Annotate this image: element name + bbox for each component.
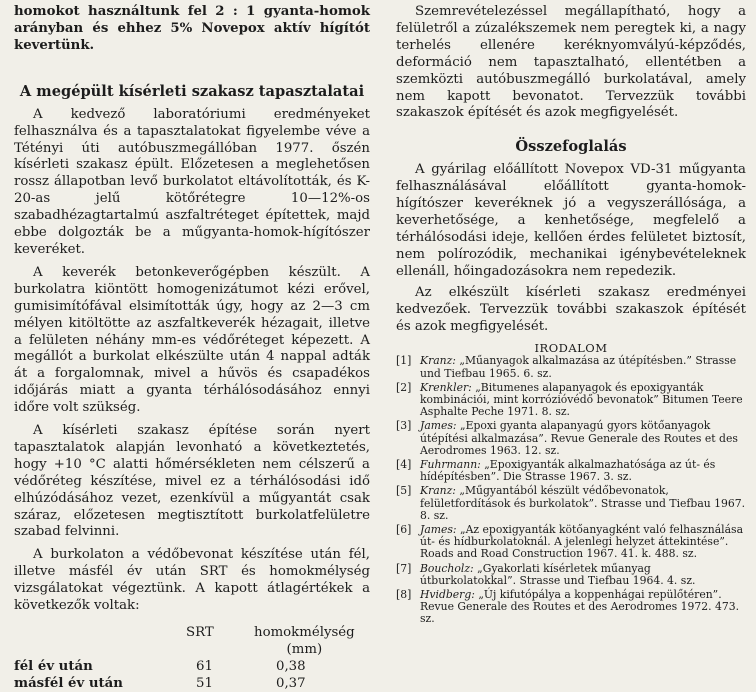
table-header-srt: SRT (186, 625, 214, 640)
reference-number: [5] (396, 484, 412, 498)
reference-text: „Epoxi gyanta alapanyagú gyors kötőanyagok útépítési alkalmazása”. Revue Generale des Routes et des Aerodromes 1963. 12. sz. (420, 419, 738, 457)
reference-item (396, 382, 746, 419)
reference-item (396, 485, 746, 522)
row-label: másfél év után (14, 676, 123, 691)
section-heading-summary: Összefoglalás (515, 138, 627, 156)
reference-number: [1] (396, 354, 412, 368)
paragraph: A kísérleti szakasz építése során nyert tapasztalatok alapján levonható a következtetés, hogy +10 °C alatti hőmérsékleten nem célszerű a védőréteg készítése, mivel ez a térhálósodási idő elhúzódásához vezet, ezenkívül a műgyantát csak száraz, előzetesen megtisztított burkolatfelületre szabad felvinni. (14, 423, 370, 540)
reference-number: [4] (396, 458, 412, 472)
reference-text: „Műgyantából készült védőbevonatok, felületfordítások és burkolatok”. Strasse und Tiefbau 1967. 8. sz. (420, 484, 746, 522)
right-column (396, 4, 746, 628)
reference-author: Kranz: (420, 484, 456, 498)
reference-number: [3] (396, 419, 412, 433)
section-heading-experiences: A megépült kísérleti szakasz tapasztalatai (19, 82, 365, 100)
reference-text: „Az epoxigyanták kötőanyagként való felhasználása út- és hídburkolatoknál. A jelenlegi helyzet áttekintése”. Roads and Road Construction 1967. 41. k. 488. sz. (420, 523, 744, 561)
table-header-unit: (mm) (286, 642, 323, 657)
paragraph: A gyárilag előállított Novepox VD-31 műgyanta felhasználásával előállított gyanta-homok-hígítószer keveréknek jó a vegyszerállósága, a keverhetősége, a kenhetősége, megfelelő a térhálósodási ideje, kellően érdes felületet biztosít, nem polírozódik, mechanikai igénybevételeknek ellenáll, hőingadozásokra nem repedezik. (396, 162, 746, 279)
reference-number: [2] (396, 380, 412, 394)
reference-item (396, 355, 746, 379)
reference-text: „Műanyagok alkalmazása az útépítésben.” Strasse und Tiefbau 1965. 6. sz. (420, 354, 737, 380)
paragraph: A keverék betonkeverőgépben készült. A burkolatra kiöntött homogenizátumot kézi erővel, gumisimítófával elsimították úgy, hogy az 2—3 cm mélyen kitöltötte az aszfaltkeverék hézagait, illetve a felületen néhány mm-es védőréteget képezett. A megállót a burkolat elkészülte után 4 nappal adták át a forgalomnak, mivel a hűvös és csapadékos időjárás miatt a gyanta térhálósodásához ennyi időre volt szükség. (14, 264, 370, 416)
reference-text: „Bitumenes alapanyagok és epoxigyanták kombinációi, mint korrózióvédő bevonatok” Bitumen Teere Asphalte Peche 1971. 8. sz. (420, 380, 743, 419)
reference-item (396, 524, 746, 561)
reference-author: Krenkler: (420, 380, 472, 394)
reference-text: „Epoxigyanták alkalmazhatósága az út- és hídépítésben”. Die Strasse 1967. 3. sz. (420, 458, 716, 484)
table-row (14, 675, 355, 692)
row-depth: 0,38 (276, 659, 306, 674)
reference-item (396, 589, 746, 626)
reference-item (396, 420, 746, 457)
row-srt: 61 (196, 659, 213, 674)
paragraph: A burkolaton a védőbevonat készítése után fél, illetve másfél év után SRT és homokmélység vizsgálatokat végeztünk. A kapott átlagértékek a következők voltak: (14, 547, 370, 614)
row-label: fél év után (14, 659, 93, 674)
reference-number: [8] (396, 588, 412, 602)
reference-author: Kranz: (420, 354, 456, 368)
paragraph: Szemrevételezéssel megállapítható, hogy a felületről a zúzalékszemek nem peregtek ki, a nagy terhelés ellenére keréknyomvályú-képződés, deformáció nem tapasztalható, ellentétben a szemközti autóbuszmegálló burkolatával, amely nem kapott bevonatot. Tervezzük további szakaszok építését és azok megfigyelését. (396, 4, 746, 121)
reference-text: „Gyakorlati kísérletek műanyag útburkolatokkal”. Strasse und Tiefbau 1964. 4. sz. (420, 561, 696, 587)
reference-author: Fuhrmann: (420, 458, 481, 472)
reference-text: „Új kifutópálya a koppenhágai repülőtéren”. Revue Generale des Routes et des Aerodromes 1972. 473. sz. (420, 588, 740, 626)
table-header-depth: homokmélység (254, 625, 355, 640)
paragraph: Az elkészült kísérleti szakasz eredményei kedvezőek. Tervezzük további szakaszok építését és azok megfigyelését. (396, 284, 746, 334)
reference-number: [7] (396, 561, 412, 575)
reference-item (396, 563, 746, 587)
reference-item (396, 459, 746, 483)
reference-author: James: (420, 523, 457, 537)
row-srt: 51 (196, 676, 213, 691)
reference-author: James: (420, 419, 457, 433)
measurement-table (14, 624, 355, 692)
reference-number: [6] (396, 523, 412, 537)
table-row (14, 658, 355, 675)
reference-author: Hvidberg: (420, 588, 475, 602)
intro-paragraph: homokot használtunk fel 2 : 1 gyanta-homok arányban és ehhez 5% Novepox aktív hígítót kevertünk. (14, 4, 370, 53)
references-title: IRODALOM (534, 341, 608, 356)
left-column (14, 4, 370, 692)
row-depth: 0,37 (276, 676, 306, 691)
paragraph: A kedvező laboratóriumi eredményeket felhasználva és a tapasztalatokat figyelembe véve a Tétényi úti autóbuszmegállóban 1977. őszén kísérleti szakasz épült. Előzetesen a meglehetősen rossz állapotban levő burkolatot eltávolították, és K-20-as jelű kötőrétegre 10—12%-os szabadhézagtartalmú aszfaltréteget építettek, majd ebbe dolgozták be a műgyanta-homok-hígítószer keveréket. (14, 106, 370, 257)
reference-author: Boucholz: (420, 561, 474, 575)
reference-list (396, 355, 746, 625)
